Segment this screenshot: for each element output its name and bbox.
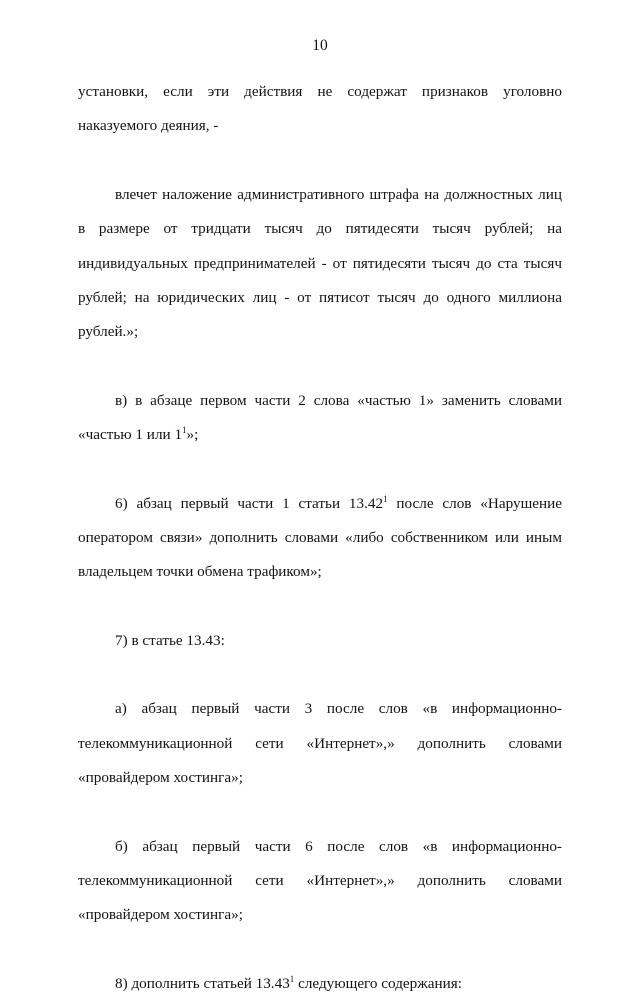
paragraph-text: после слов «Нарушение оператором связи» дополнить словами «либо собственником или иным владельцем точки обмена трафиком»;	[78, 494, 562, 581]
superscript: 1	[289, 973, 295, 984]
paragraph-item-v	[78, 384, 562, 453]
paragraph-penalty	[78, 178, 562, 350]
paragraph-text: 7) в статье 13.43:	[115, 631, 225, 649]
paragraph-text: а) абзац первый части 3 после слов «в информационно-телекоммуникационной сети «Интернет»,» дополнить словами «провайдером хостинга»;	[78, 700, 562, 787]
paragraph-text: установки, если эти действия не содержат признаков уголовно наказуемого деяния, -	[78, 83, 562, 135]
paragraph-text: 8) дополнить статьей 13.43	[115, 974, 290, 992]
paragraph-text: »;	[186, 426, 199, 444]
paragraph-item-7	[78, 624, 562, 658]
paragraph-item-6	[78, 487, 562, 590]
paragraph-text: 6) абзац первый части 1 статьи 13.42	[115, 494, 384, 512]
superscript: 1	[383, 493, 388, 504]
paragraph-text: влечет наложение административного штрафа на должностных лиц в размере от тридцати тысяч до пятидесяти тысяч рублей; на индивидуальных предпринимателей - от пятидесяти тысяч до ста тысяч рублей; на юридических лиц - от пятисот тысяч до одного миллиона рублей.»;	[78, 185, 562, 341]
document-body	[78, 75, 562, 1001]
paragraph-item-7a	[78, 692, 562, 795]
paragraph-item-7b	[78, 830, 562, 933]
paragraph-continuation	[78, 75, 562, 144]
paragraph-text: в) в абзаце первом части 2 слова «частью 1» заменить словами «частью 1 или 1	[78, 391, 562, 444]
paragraph-text: б) абзац первый части 6 после слов «в информационно-телекоммуникационной сети «Интернет»,» дополнить словами «провайдером хостинга»;	[78, 837, 562, 924]
page-number: 10	[312, 37, 328, 54]
superscript: 1	[182, 425, 187, 436]
paragraph-text: следующего содержания:	[294, 974, 462, 992]
paragraph-item-8	[78, 967, 562, 1001]
